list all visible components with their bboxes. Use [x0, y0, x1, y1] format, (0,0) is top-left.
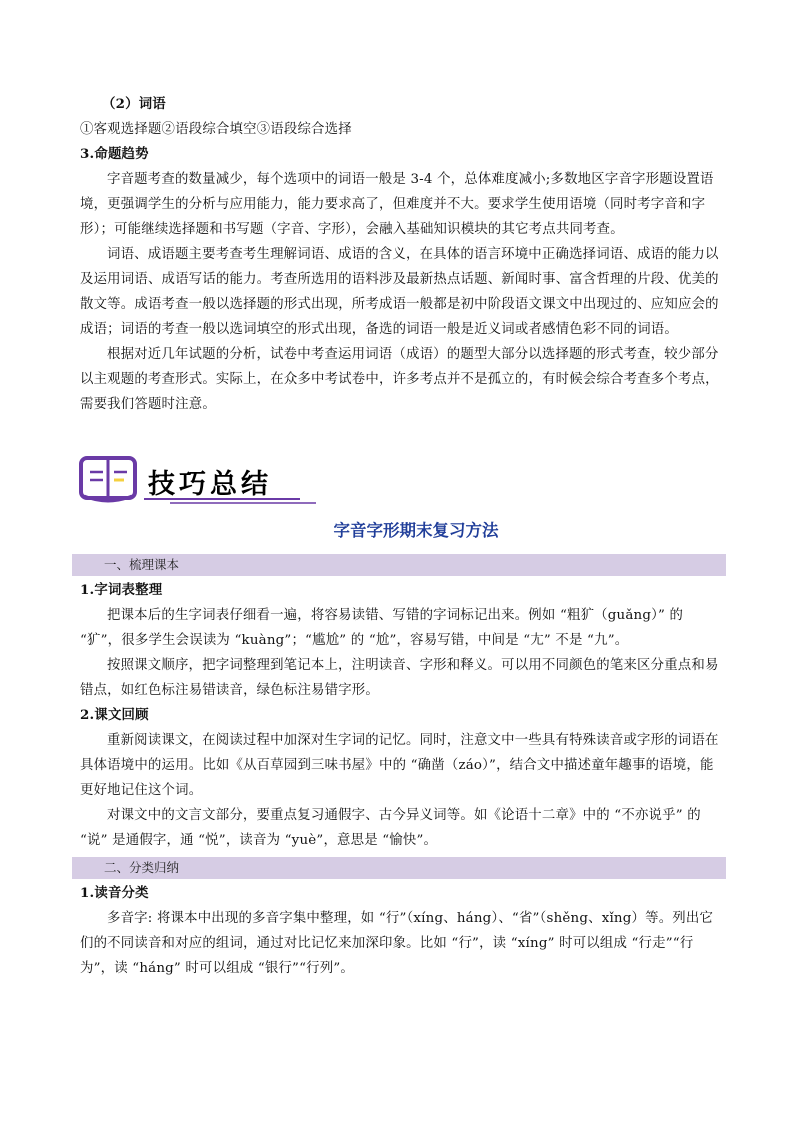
vocab-paragraph-2: 按照课文顺序，把字词整理到笔记本上，注明读音、字形和释义。可以用不同颜色的笔来区分重点和易错点，如红色标注易错读音，绿色标注易错字形。	[80, 658, 719, 698]
page-title: 字音字形期末复习方法	[333, 521, 499, 540]
skills-summary-banner	[78, 452, 318, 508]
section-bar-textbook: 一、梳理课本	[72, 554, 726, 576]
methods-section	[80, 554, 724, 981]
question-types-list: ①客观选择题②语段综合填空③语段综合选择	[80, 122, 352, 137]
trend-heading: 3.命题趋势	[80, 146, 149, 162]
section-bar-classification: 二、分类归纳	[72, 857, 726, 879]
review-paragraph-2: 对课文中的文言文部分，要重点复习通假字、古今异义词等。如《论语十二章》中的 “不亦说乎” 的 “说” 是通假字，通 “悦”，读音为 “yuè”，意思是 “愉快”。	[80, 808, 701, 848]
banner-title: 技巧总结	[148, 469, 272, 500]
pronunciation-paragraph: 多音字: 将课本中出现的多音字集中整理，如 “行”（xíng、háng）、“省”（shěng、xǐng）等。列出它们的不同读音和对应的组词，通过对比记忆来加深印象。比如 “行”，读 “xíng” 时可以组成 “行走”“行为”，读 “háng” 时可以组成 “银行”“行列”。	[80, 911, 714, 976]
trend-paragraph-2: 词语、成语题主要考查考生理解词语、成语的含义，在具体的语言环境中正确选择词语、成语的能力以及运用词语、成语写话的能力。考查所选用的语料涉及最新热点话题、新闻时事、富含哲理的片段、优美的散文等。成语考查一般以选择题的形式出现，所考成语一般都是初中阶段语文课文中出现过的、应知应会的成语；词语的考查一般以选词填空的形式出现，备选的词语一般是近义词或者感情色彩不同的词语。	[80, 247, 719, 337]
subheading-words: （2）词语	[102, 96, 166, 112]
heading-text-review: 2.课文回顾	[80, 707, 149, 723]
trend-paragraph-3: 根据对近几年试题的分析，试卷中考查运用词语（成语）的题型大部分以选择题的形式考查，较少部分以主观题的考查形式。实际上，在众多中考试卷中，许多考点并不是孤立的，有时候会综合考查多个考点，需要我们答题时注意。	[80, 347, 719, 412]
trend-paragraph-1: 字音题考查的数量减少，每个选项中的词语一般是 3-4 个，总体难度减小;多数地区字音字形题设置语境，更强调学生的分析与应用能力，能力要求高了，但难度并不大。要求学生使用语境（同时考字音和字形）；可能继续选择题和书写题（字音、字形），会融入基础知识模块的其它考点共同考查。	[80, 172, 714, 237]
intro-section	[80, 92, 724, 417]
heading-vocab-list: 1.字词表整理	[80, 582, 163, 598]
vocab-paragraph-1: 把课本后的生字词表仔细看一遍，将容易读错、写错的字词标记出来。例如 “粗犷（guǎng）” 的 “犷”，很多学生会误读为 “kuàng”；“尴尬” 的 “尬”，容易写错，中间是 “尢” 不是 “九”。	[80, 608, 684, 648]
review-paragraph-1: 重新阅读课文，在阅读过程中加深对生字词的记忆。同时，注意文中一些具有特殊读音或字形的词语在具体语境中的运用。比如《从百草园到三味书屋》中的 “确凿（záo）”，结合文中描述童年趣事的语境，能更好地记住这个词。	[80, 733, 719, 798]
heading-pronunciation: 1.读音分类	[80, 885, 149, 901]
